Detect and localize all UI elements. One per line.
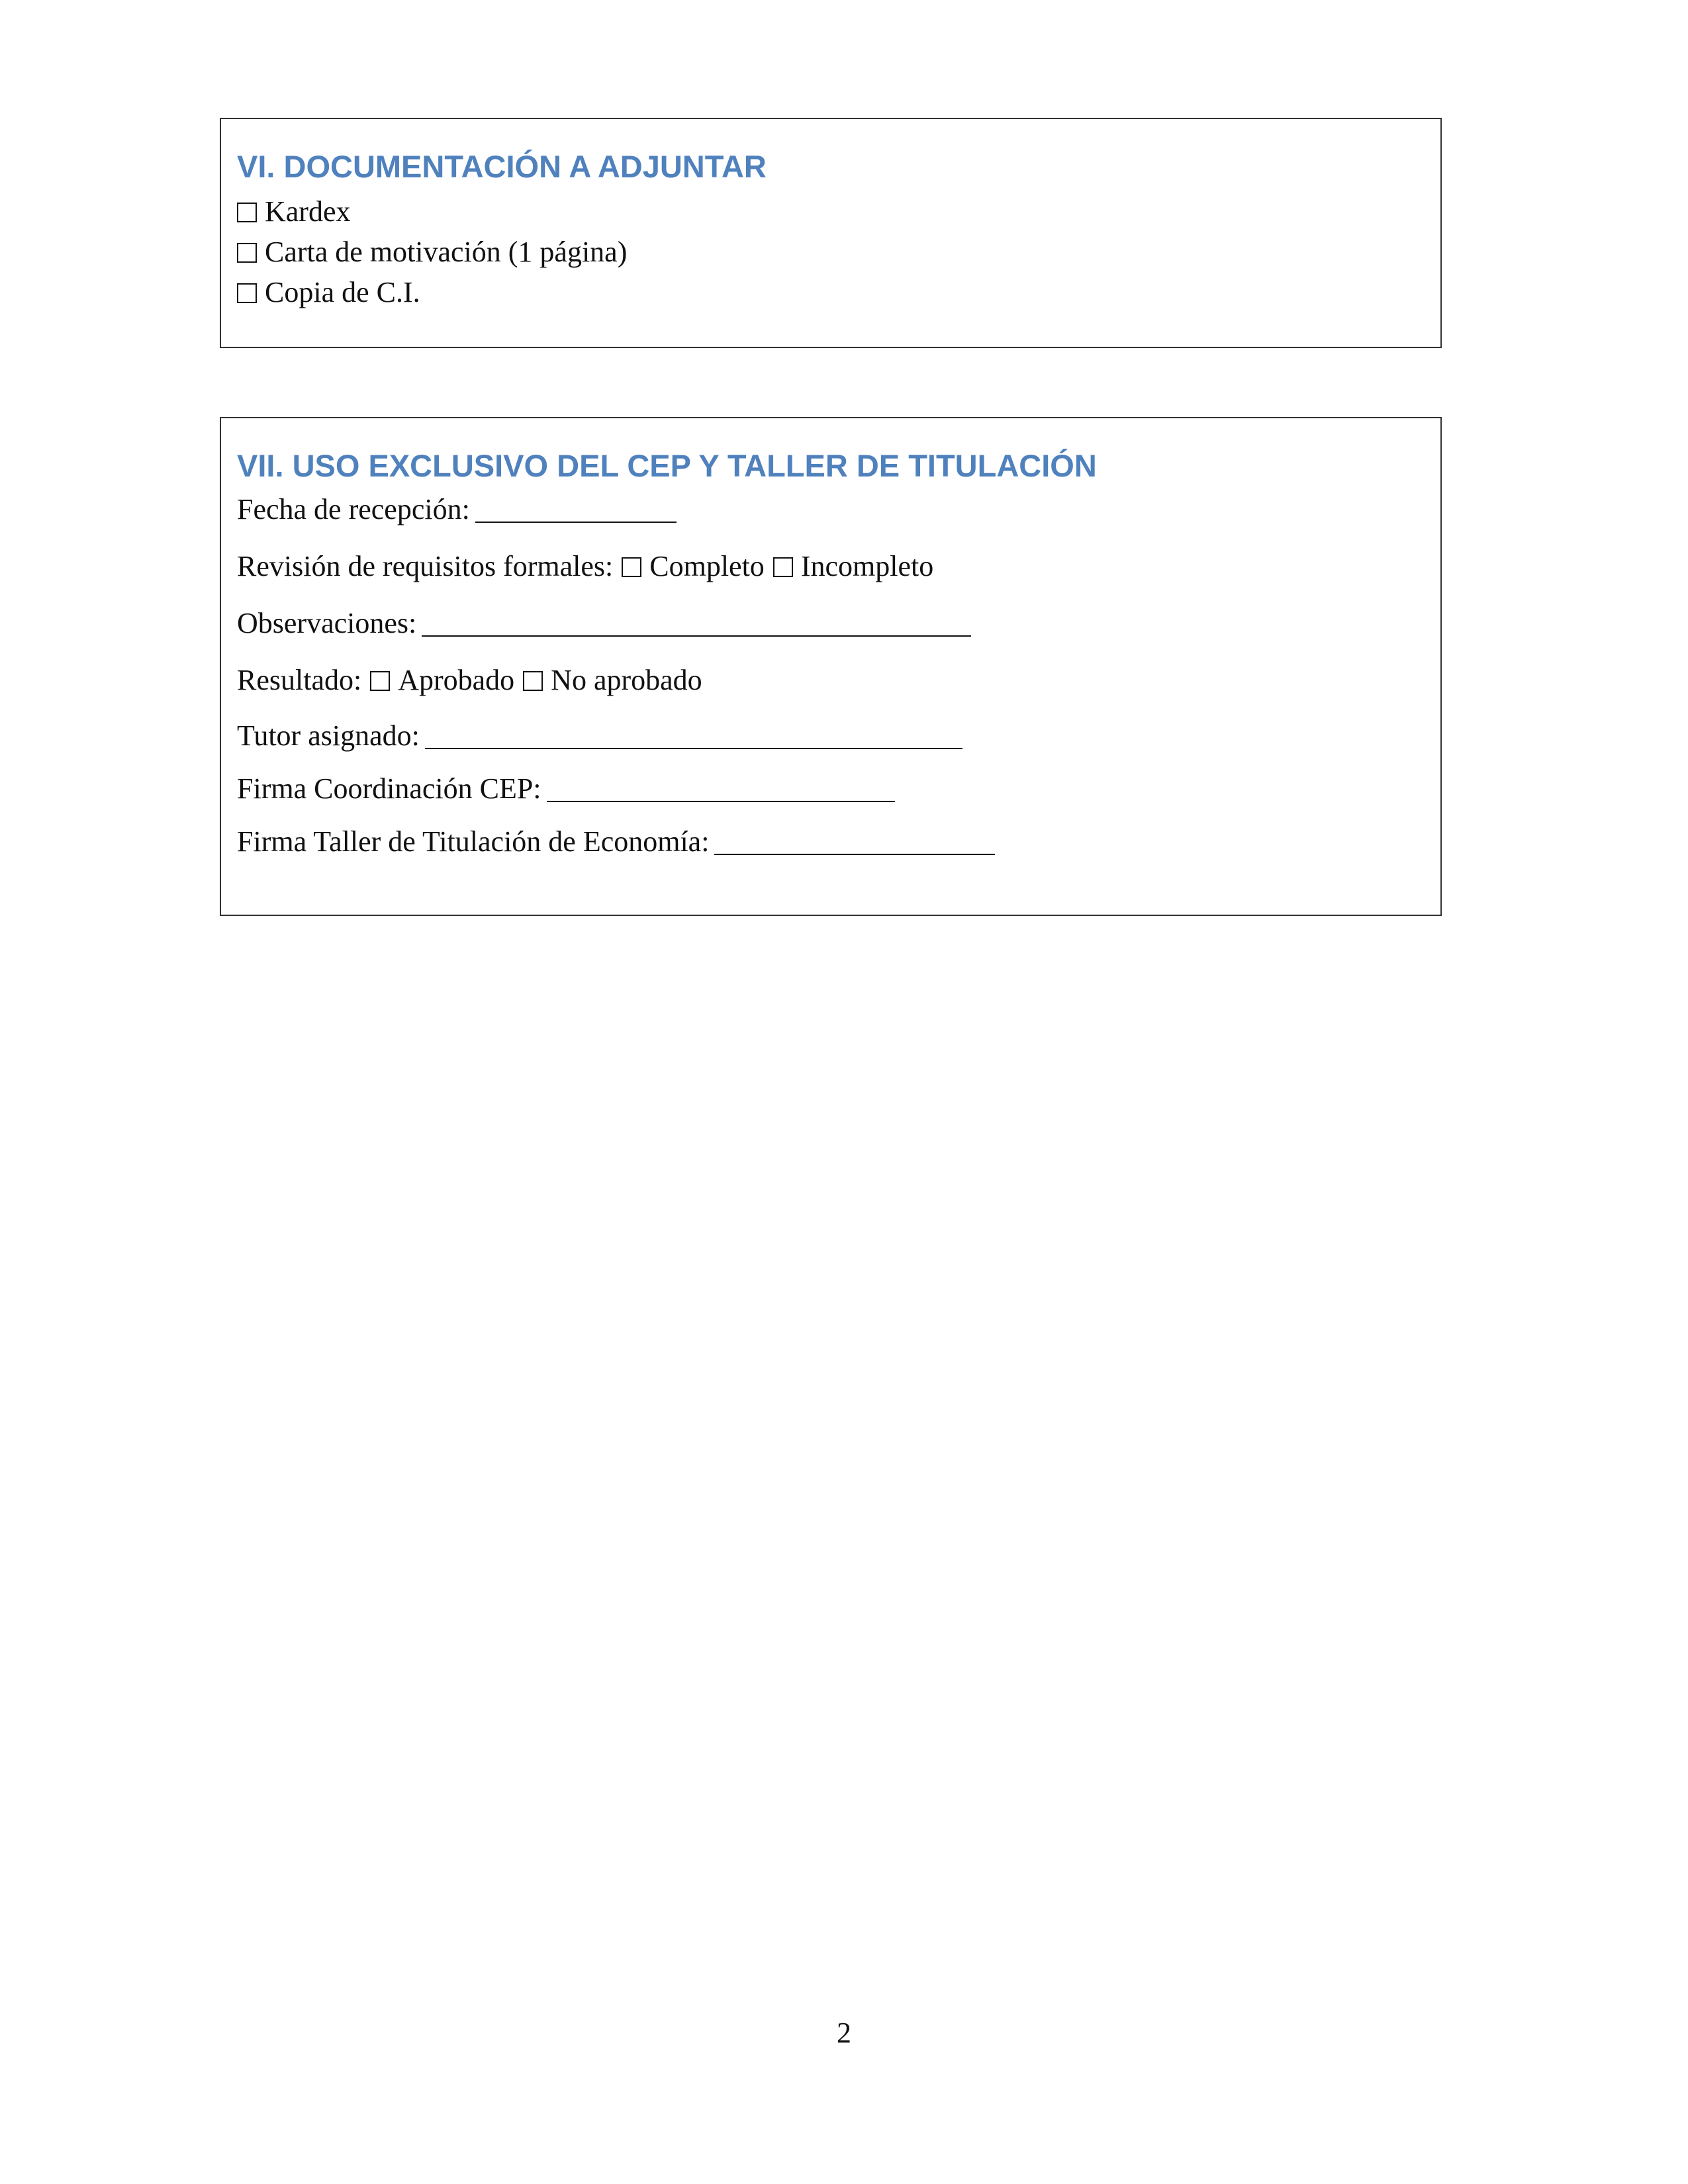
document-item-label: Copia de C.I. [265, 276, 420, 308]
firma-taller-label: Firma Taller de Titulación de Economía: [237, 825, 710, 858]
empty-checkbox-icon[interactable] [622, 557, 641, 577]
resultado-label: Resultado: [237, 664, 362, 696]
option-aprobado: Aprobado [398, 664, 515, 696]
fecha-recepcion-field[interactable] [475, 496, 677, 523]
section-heading-office-use: VII. USO EXCLUSIVO DEL CEP Y TALLER DE TITULACIÓN [237, 448, 1097, 483]
resultado-row [237, 663, 702, 698]
page-number: 2 [837, 2017, 851, 2049]
document-item-label: Carta de motivación (1 página) [265, 236, 628, 268]
empty-checkbox-icon[interactable] [237, 203, 257, 222]
option-completo: Completo [649, 550, 765, 582]
fecha-recepcion-row [237, 492, 677, 527]
empty-checkbox-icon[interactable] [370, 671, 390, 691]
revision-row [237, 549, 933, 584]
option-incompleto: Incompleto [800, 550, 934, 582]
tutor-label: Tutor asignado: [237, 719, 420, 752]
empty-checkbox-icon[interactable] [523, 671, 543, 691]
revision-label: Revisión de requisitos formales: [237, 550, 614, 582]
tutor-row [237, 719, 962, 753]
observaciones-row [237, 606, 971, 641]
tutor-field[interactable] [425, 723, 962, 749]
document-item-ci [237, 275, 420, 310]
fecha-recepcion-label: Fecha de recepción: [237, 493, 470, 525]
firma-taller-field[interactable] [714, 829, 995, 855]
document-item-kardex [237, 195, 351, 229]
document-item-carta [237, 235, 627, 269]
observaciones-label: Observaciones: [237, 607, 417, 639]
empty-checkbox-icon[interactable] [237, 243, 257, 263]
firma-cep-label: Firma Coordinación CEP: [237, 772, 541, 805]
documentation-section [220, 118, 1442, 348]
empty-checkbox-icon[interactable] [773, 557, 793, 577]
firma-cep-field[interactable] [547, 776, 895, 802]
office-use-section [220, 417, 1442, 916]
empty-checkbox-icon[interactable] [237, 283, 257, 303]
firma-taller-row [237, 825, 995, 859]
observaciones-field[interactable] [422, 610, 971, 637]
option-no-aprobado: No aprobado [551, 664, 702, 696]
document-item-label: Kardex [265, 195, 351, 228]
firma-cep-row [237, 772, 895, 806]
section-heading-documentation: VI. DOCUMENTACIÓN A ADJUNTAR [237, 149, 767, 184]
